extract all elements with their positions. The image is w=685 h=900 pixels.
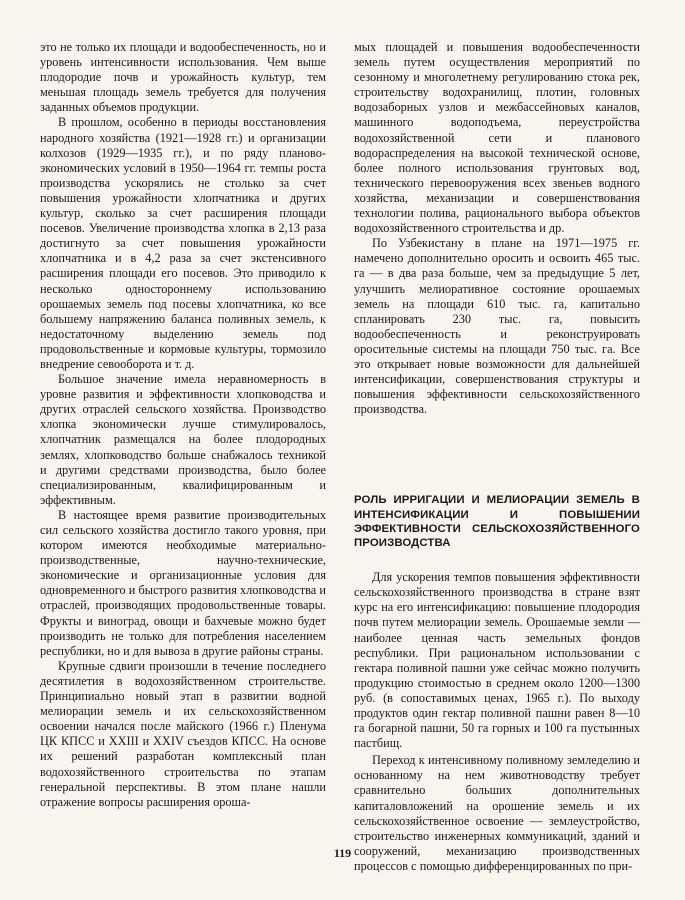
right-column: [354, 40, 640, 874]
paragraph: это не только их площади и водообеспеченность, но и уровень интенсивности использования. Чем выше плодородие почв и урожайность культур, тем меньшая площадь земель требуется для получения заданных объемов продукции.: [40, 40, 326, 115]
section-heading: РОЛЬ ИРРИГАЦИИ И МЕЛИОРАЦИИ ЗЕМЕЛЬ В ИНТЕНСИФИКАЦИИ И ПОВЫШЕНИИ ЭФФЕКТИВНОСТИ СЕЛЬСКОХОЗЯЙСТВЕННОГО ПРОИЗВОДСТВА: [354, 494, 640, 549]
paragraph: В настоящее время развитие производительных сил сельского хозяйства достигло такого уровня, при котором имеются необходимые материально-производственные, научно-технические, экономические и организационные условия для одновременного и быстрого развития хлопководства и отраслей, производящих продовольственные товары. Фрукты и виноград, овощи и бахчевые можно будет производить не только для потребления населением республики, но и для вывоза в другие районы страны.: [40, 507, 326, 658]
section-spacer: [354, 417, 640, 477]
paragraph: Для ускорения темпов повышения эффективности сельскохозяйственного производства в стране взят курс на его интенсификацию: повышение плодородия почв путем мелиорации земель. Орошаемые земли — наиболее ценная часть земельных фондов республики. При рациональном использовании с гектара поливной пашни уже сейчас можно получить продукцию стоимостью в среднем около 1200—1300 руб. (в сопоставимых ценах, 1965 г.). По выходу продуктов один гектар поливной пашни равен 8—10 га богарной пашни, 50 га горных и 100 га пустынных пастбищ.: [354, 570, 640, 751]
paragraph: Большое значение имела неравномерность в уровне развития и эффективности хлопководства и других отраслей сельского хозяйства. Производство хлопка экономически лучше стимулировалось, хлопчатник размещался на более плодородных землях, хлопководство больше снабжалось техникой и другими средствами производства, было более специализированным, квалифицированным и эффективным.: [40, 372, 326, 507]
paragraph: Переход к интенсивному поливному земледелию и основанному на нем животноводству требует сравнительно больших дополнительных капиталовложений на орошение земель и их сельскохозяйственное освоение — землеустройство, строительство инженерных коммуникаций, зданий и сооружений, механизацию производственных процессов с помощью дифференцированных по при-: [354, 753, 640, 873]
paragraph: В прошлом, особенно в периоды восстановления народного хозяйства (1921—1928 гг.) и организации колхозов (1929—1935 гг.), и по ряду планово-экономических условий в 1950—1964 гг. темпы роста производства ускорялись не столько за счет повышения урожайности хлопчатника и других культур, сколько за счет расширения площади посевов. Увеличение производства хлопка в 2,13 раза достигнуто за счет повышения урожайности хлопчатника и в 4,2 раза за счет экстенсивного расширения площади его посевов. Это приводило к несколько одностороннему использованию орошаемых земель под посевы хлопчатника, ко все большему напряжению баланса поливных земель, к недостаточному выделению земель под продовольственные и кормовые культуры, тормозило внедрение севооборота и т. д.: [40, 115, 326, 371]
paragraph: мых площадей и повышения водообеспеченности земель путем осуществления мероприятий по сезонному и многолетнему регулированию стока рек, строительству водохранилищ, плотин, головных водозаборных узлов и межбассейновых каналов, машинного водоподъема, переустройства водохозяйственной сети и планового водораспределения на высокой технической основе, более полного использования грунтовых вод, технического перевооружения всех звеньев водного хозяйства, механизации и совершенствования технологии полива, рационального выбора объектов водохозяйственного строительства и др.: [354, 40, 640, 236]
paragraph: Крупные сдвиги произошли в течение последнего десятилетия в водохозяйственном строительстве. Принципиально новый этап в развитии водной мелиорации земель и их сельскохозяйственном освоении начался после майского (1966 г.) Пленума ЦК КПСС и XXIII и XXIV съездов КПСС. На основе их решений разработан комплексный план водохозяйственного строительства по этапам генеральной перспективы. В этом плане нашли отражение вопросы расширения ороша-: [40, 658, 326, 809]
left-column: [40, 40, 326, 810]
page-number: 119: [333, 846, 352, 860]
paragraph: По Узбекистану в плане на 1971—1975 гг. намечено дополнительно оросить и освоить 465 тыс. га — в два раза больше, чем за предыдущие 5 лет, улучшить мелиоративное состояние орошаемых земель на площади 610 тыс. га, капитально спланировать 230 тыс. га, повысить водообеспеченность и реконструировать оросительные системы на площади 750 тыс. га. Все это открывает новые возможности для дальнейшей интенсификации, совершенствования структуры и повышения эффективности сельскохозяйственного производства.: [354, 236, 640, 417]
